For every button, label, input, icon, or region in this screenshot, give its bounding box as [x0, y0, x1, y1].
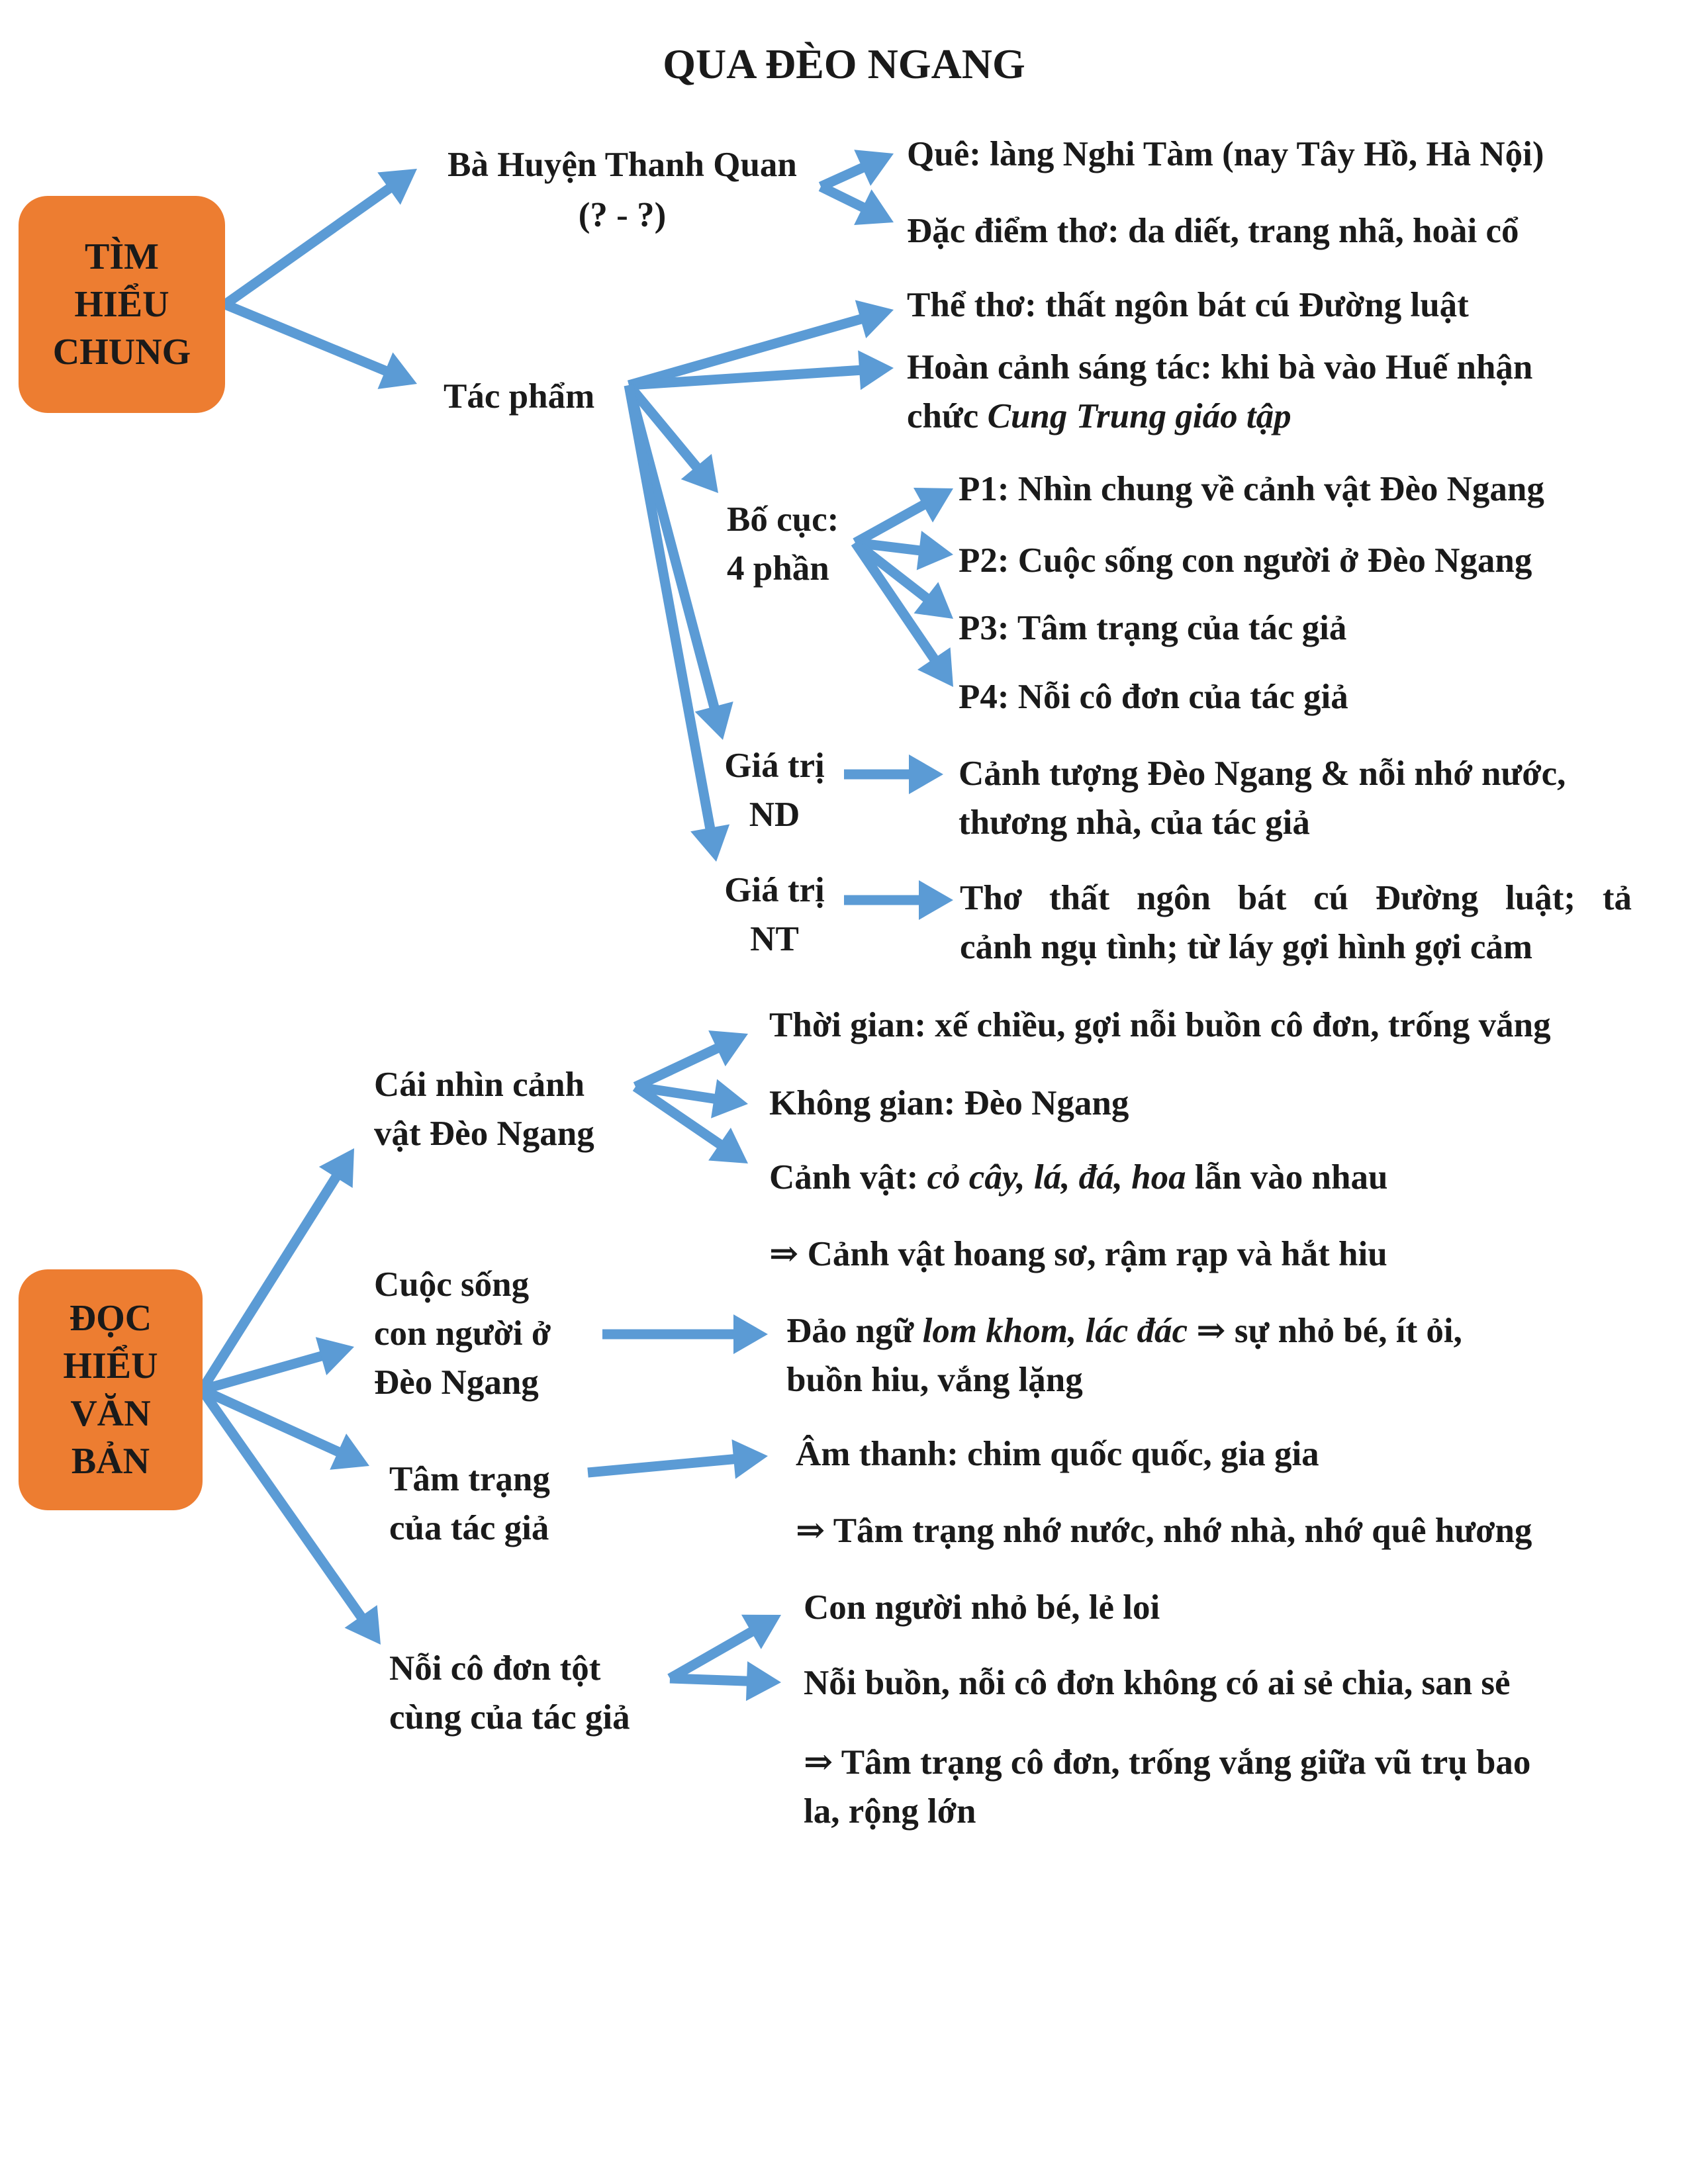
- box-line: BẢN: [71, 1441, 150, 1482]
- mood-label-1: Tâm trạng: [389, 1460, 550, 1498]
- structure-label-2: 4 phần: [727, 549, 829, 588]
- loneliness-conclusion-1: ⇒ Tâm trạng cô đơn, trống vắng giữa vũ trụ bao: [804, 1743, 1531, 1782]
- scenery-conclusion: ⇒ Cảnh vật hoang sơ, rậm rạp và hắt hiu: [769, 1235, 1387, 1273]
- author-hometown: Quê: làng Nghi Tàm (nay Tây Hồ, Hà Nội): [907, 135, 1544, 173]
- box-line: ĐỌC: [69, 1298, 152, 1339]
- arrow-head: [695, 702, 733, 740]
- mood-conclusion: ⇒ Tâm trạng nhớ nước, nhớ nhà, nhớ quê hương: [796, 1512, 1532, 1550]
- arrow-head: [909, 754, 943, 794]
- arrow-to-mood-sound: [588, 1439, 768, 1479]
- art-value-text-2: cảnh ngụ tình; từ láy gợi hình gợi cảm: [960, 928, 1533, 966]
- life-text-italic: lom khom, lác đác: [922, 1312, 1188, 1350]
- art-value-label-2: NT: [750, 920, 799, 958]
- box-line: VĂN: [70, 1393, 151, 1434]
- arrow-shaft: [821, 187, 865, 208]
- structure-label-1: Bố cục:: [727, 500, 839, 539]
- content-value-label-2: ND: [749, 796, 800, 834]
- work-label: Tác phẩm: [444, 377, 595, 416]
- part-4: P4: Nỗi cô đơn của tác giả: [959, 678, 1348, 716]
- arrow-to-hometown: [821, 150, 894, 187]
- box-line: TÌM: [84, 236, 159, 277]
- scenery-objects-prefix: Cảnh vật:: [769, 1158, 927, 1197]
- life-label-2: con người ở: [374, 1314, 551, 1353]
- arrow-to-time: [635, 1030, 748, 1087]
- arrow-to-life-text: [602, 1314, 768, 1354]
- mood-label-2: của tác giả: [389, 1509, 549, 1547]
- box-line: HIỂU: [63, 1345, 158, 1387]
- arrow-head: [733, 1314, 768, 1354]
- context-italic: Cung Trung giáo tập: [987, 397, 1291, 435]
- box-line: HIỂU: [74, 284, 169, 325]
- life-text-1: [786, 1306, 1462, 1355]
- life-text-suffix: ⇒ sự nhỏ bé, ít ỏi,: [1188, 1312, 1462, 1350]
- arrow-to-content-text: [844, 754, 943, 794]
- arrow-shaft: [670, 1678, 749, 1681]
- scenery-objects: [769, 1153, 1387, 1202]
- loneliness-item-1: Con người nhỏ bé, lẻ loi: [804, 1588, 1160, 1627]
- arrow-to-poetry-style: [821, 187, 894, 225]
- scenery-space: Không gian: Đèo Ngang: [769, 1084, 1129, 1122]
- arrow-head: [731, 1439, 768, 1479]
- poem-form: Thể thơ: thất ngôn bát cú Đường luật: [907, 286, 1469, 324]
- author-years: (? - ?): [578, 196, 667, 234]
- author-poetry-style: Đặc điểm thơ: da diết, trang nhã, hoài cổ: [907, 212, 1519, 250]
- loneliness-label-1: Nỗi cô đơn tột: [389, 1649, 601, 1688]
- context-line-2: [907, 392, 1291, 441]
- box-line: CHUNG: [52, 332, 191, 373]
- arrow-to-part-1: [855, 488, 953, 543]
- art-value-label-1: Giá trị: [724, 871, 825, 909]
- part-1: P1: Nhìn chung về cảnh vật Đèo Ngang: [959, 470, 1544, 508]
- arrow-to-work: [225, 304, 417, 389]
- arrow-head: [711, 1079, 748, 1118]
- arrow-head: [316, 1337, 354, 1375]
- loneliness-label-2: cùng của tác giả: [389, 1698, 630, 1737]
- arrow-shaft: [629, 385, 710, 831]
- scenery-objects-italic: cỏ cây, lá, đá, hoa: [927, 1158, 1186, 1197]
- arrow-shaft: [855, 504, 925, 543]
- arrow-to-art-text: [844, 880, 953, 920]
- content-value-label-1: Giá trị: [724, 747, 825, 785]
- scenery-objects-suffix: lẫn vào nhau: [1186, 1158, 1388, 1197]
- arrow-shaft: [225, 304, 388, 372]
- scenery-label-1: Cái nhìn cảnh: [374, 1066, 585, 1104]
- doc-hieu-van-ban-box: [19, 1269, 203, 1510]
- tim-hieu-chung-box: [19, 196, 225, 413]
- arrow-shaft: [588, 1459, 736, 1473]
- context-prefix: chức: [907, 397, 988, 435]
- arrow-head: [917, 531, 953, 570]
- part-3: P3: Tâm trạng của tác giả: [959, 609, 1347, 647]
- loneliness-conclusion-2: la, rộng lớn: [804, 1792, 976, 1831]
- arrow-to-loneliness-item-1: [670, 1615, 781, 1678]
- mood-sound: Âm thanh: chim quốc quốc, gia gia: [796, 1435, 1319, 1473]
- life-text-prefix: Đảo ngữ: [786, 1312, 923, 1350]
- arrow-shaft: [225, 187, 391, 304]
- arrow-head: [919, 880, 953, 920]
- life-text-2: buồn hiu, vắng lặng: [786, 1361, 1083, 1399]
- part-2: P2: Cuộc sống con người ở Đèo Ngang: [959, 541, 1532, 580]
- scenery-label-2: vật Đèo Ngang: [374, 1115, 594, 1153]
- arrow-head: [855, 300, 894, 338]
- life-label-1: Cuộc sống: [374, 1265, 530, 1304]
- arrow-head: [858, 350, 894, 390]
- art-value-text-1: Thơ thất ngôn bát cú Đường luật; tả: [960, 879, 1632, 917]
- arrow-to-author: [225, 169, 417, 304]
- arrow-shaft: [635, 1047, 720, 1087]
- content-value-text-2: thương nhà, của tác giả: [959, 803, 1310, 842]
- arrow-shaft: [670, 1631, 753, 1678]
- arrow-head: [746, 1661, 781, 1701]
- arrow-shaft: [821, 167, 865, 187]
- life-label-3: Đèo Ngang: [374, 1363, 539, 1402]
- page-title: QUA ĐÈO NGANG: [663, 40, 1025, 87]
- content-value-text-1: Cảnh tượng Đèo Ngang & nỗi nhớ nước,: [959, 754, 1566, 793]
- loneliness-item-2: Nỗi buồn, nỗi cô đơn không có ai sẻ chia, san sẻ: [804, 1664, 1511, 1702]
- context-line-1: Hoàn cảnh sáng tác: khi bà vào Huế nhận: [907, 348, 1533, 387]
- author-name: Bà Huyện Thanh Quan: [447, 146, 797, 184]
- scenery-time: Thời gian: xế chiều, gợi nỗi buồn cô đơn, trống vắng: [769, 1006, 1551, 1044]
